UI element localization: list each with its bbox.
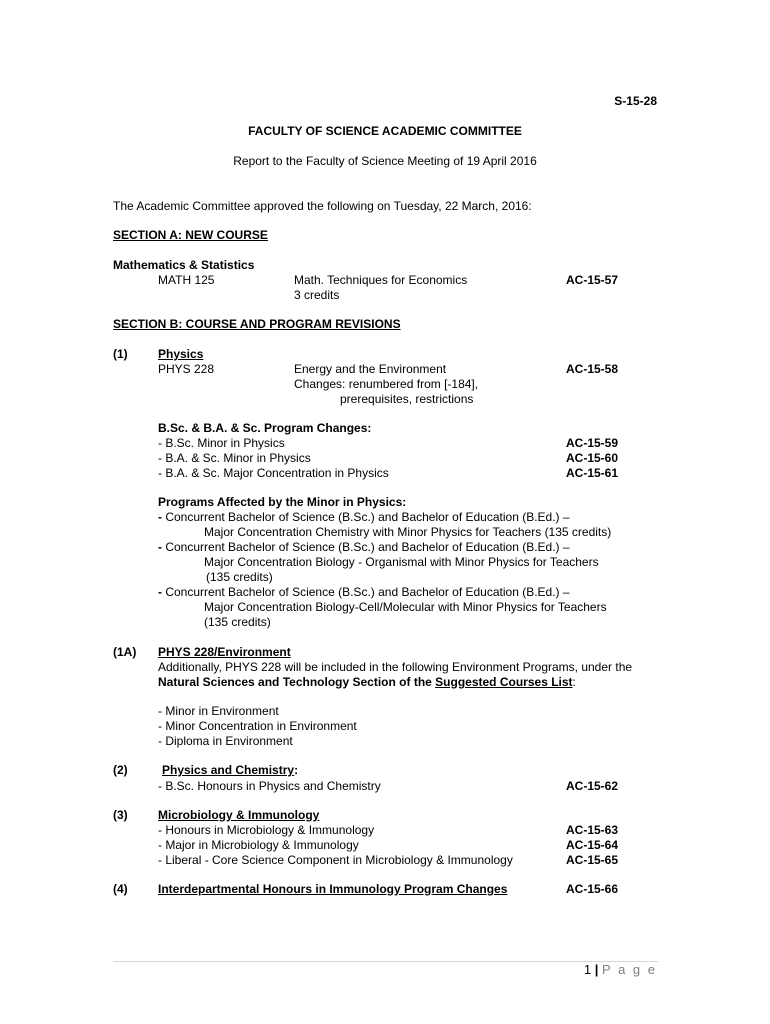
program-changes-heading: B.Sc. & B.A. & Sc. Program Changes: <box>158 421 372 435</box>
environment-program: - Minor in Environment <box>158 704 279 718</box>
page-label: P a g e <box>602 962 657 977</box>
program-row-code: AC-15-65 <box>566 853 619 867</box>
item-1-change-2: prerequisites, restrictions <box>340 392 474 406</box>
item-2-program: - B.Sc. Honours in Physics and Chemistry <box>158 779 381 793</box>
item-2-number: (2) <box>113 763 128 777</box>
item-1a-heading: PHYS 228/Environment <box>158 645 291 659</box>
affected-program-line: - Concurrent Bachelor of Science (B.Sc.) and Bachelor of Education (B.Ed.) – <box>158 540 570 554</box>
section-a-code: AC-15-57 <box>566 273 619 287</box>
item-1a-number: (1A) <box>113 645 137 659</box>
section-a-dept: Mathematics & Statistics <box>113 258 255 272</box>
item-4-code: AC-15-66 <box>566 882 619 896</box>
environment-program: - Minor Concentration in Environment <box>158 719 357 733</box>
document-code: S-15-28 <box>614 94 657 108</box>
section-b-heading: SECTION B: COURSE AND PROGRAM REVISIONS <box>113 317 401 331</box>
page-subtitle: Report to the Faculty of Science Meeting of 19 April 2016 <box>233 154 537 168</box>
affected-program-line: (135 credits) <box>204 615 271 629</box>
page-title: FACULTY OF SCIENCE ACADEMIC COMMITTEE <box>248 124 522 138</box>
item-2-heading: Physics and Chemistry: <box>162 763 299 777</box>
program-row-code: AC-15-61 <box>566 466 619 480</box>
item-1-code: AC-15-58 <box>566 362 619 376</box>
program-row-code: AC-15-59 <box>566 436 619 450</box>
program-row-label: - B.Sc. Minor in Physics <box>158 436 285 450</box>
item-1a-text: Additionally, PHYS 228 will be included in the following Environment Programs, under the <box>158 660 633 674</box>
section-a-credits: 3 credits <box>294 288 340 302</box>
item-4-heading: Interdepartmental Honours in Immunology Program Changes <box>158 882 508 896</box>
section-a-heading: SECTION A: NEW COURSE <box>113 228 268 242</box>
section-a-course-title: Math. Techniques for Economics <box>294 273 468 287</box>
affected-program-line: - Concurrent Bachelor of Science (B.Sc.) and Bachelor of Education (B.Ed.) – <box>158 510 570 524</box>
affected-program-line: Major Concentration Chemistry with Minor Physics for Teachers (135 credits) <box>204 525 612 539</box>
program-row-code: AC-15-60 <box>566 451 619 465</box>
program-row-label: - Honours in Microbiology & Immunology <box>158 823 375 837</box>
affected-program-line: Major Concentration Biology-Cell/Molecular with Minor Physics for Teachers <box>204 600 607 614</box>
program-row-label: - Major in Microbiology & Immunology <box>158 838 359 852</box>
intro-text: The Academic Committee approved the following on Tuesday, 22 March, 2016: <box>113 199 532 213</box>
program-row-label: - B.A. & Sc. Minor in Physics <box>158 451 311 465</box>
program-row-code: AC-15-64 <box>566 838 619 852</box>
section-a-course: MATH 125 <box>158 273 215 287</box>
program-row-code: AC-15-63 <box>566 823 619 837</box>
item-4-number: (4) <box>113 882 128 896</box>
page-separator: | <box>594 962 599 977</box>
affected-program-line: - Concurrent Bachelor of Science (B.Sc.) and Bachelor of Education (B.Ed.) – <box>158 585 570 599</box>
affected-programs-heading: Programs Affected by the Minor in Physics: <box>158 495 407 509</box>
item-3-heading: Microbiology & Immunology <box>158 808 320 822</box>
item-2-code: AC-15-62 <box>566 779 619 793</box>
environment-program: - Diploma in Environment <box>158 734 293 748</box>
page-number: 1 <box>583 962 592 977</box>
item-1a-text: Natural Sciences and Technology Section of the Suggested Courses List: <box>158 675 576 689</box>
item-1-dept: Physics <box>158 347 204 361</box>
item-1-number: (1) <box>113 347 128 361</box>
item-1-course: PHYS 228 <box>158 362 215 376</box>
item-1-course-title: Energy and the Environment <box>294 362 447 376</box>
item-1-change-1: Changes: renumbered from [-184], <box>294 377 479 391</box>
item-3-number: (3) <box>113 808 128 822</box>
program-row-label: - Liberal - Core Science Component in Microbiology & Immunology <box>158 853 513 867</box>
affected-program-line: (135 credits) <box>206 570 273 584</box>
page-footer <box>584 962 657 978</box>
footer-rule <box>113 961 658 962</box>
affected-program-line: Major Concentration Biology - Organismal with Minor Physics for Teachers <box>204 555 599 569</box>
program-row-label: - B.A. & Sc. Major Concentration in Physics <box>158 466 389 480</box>
